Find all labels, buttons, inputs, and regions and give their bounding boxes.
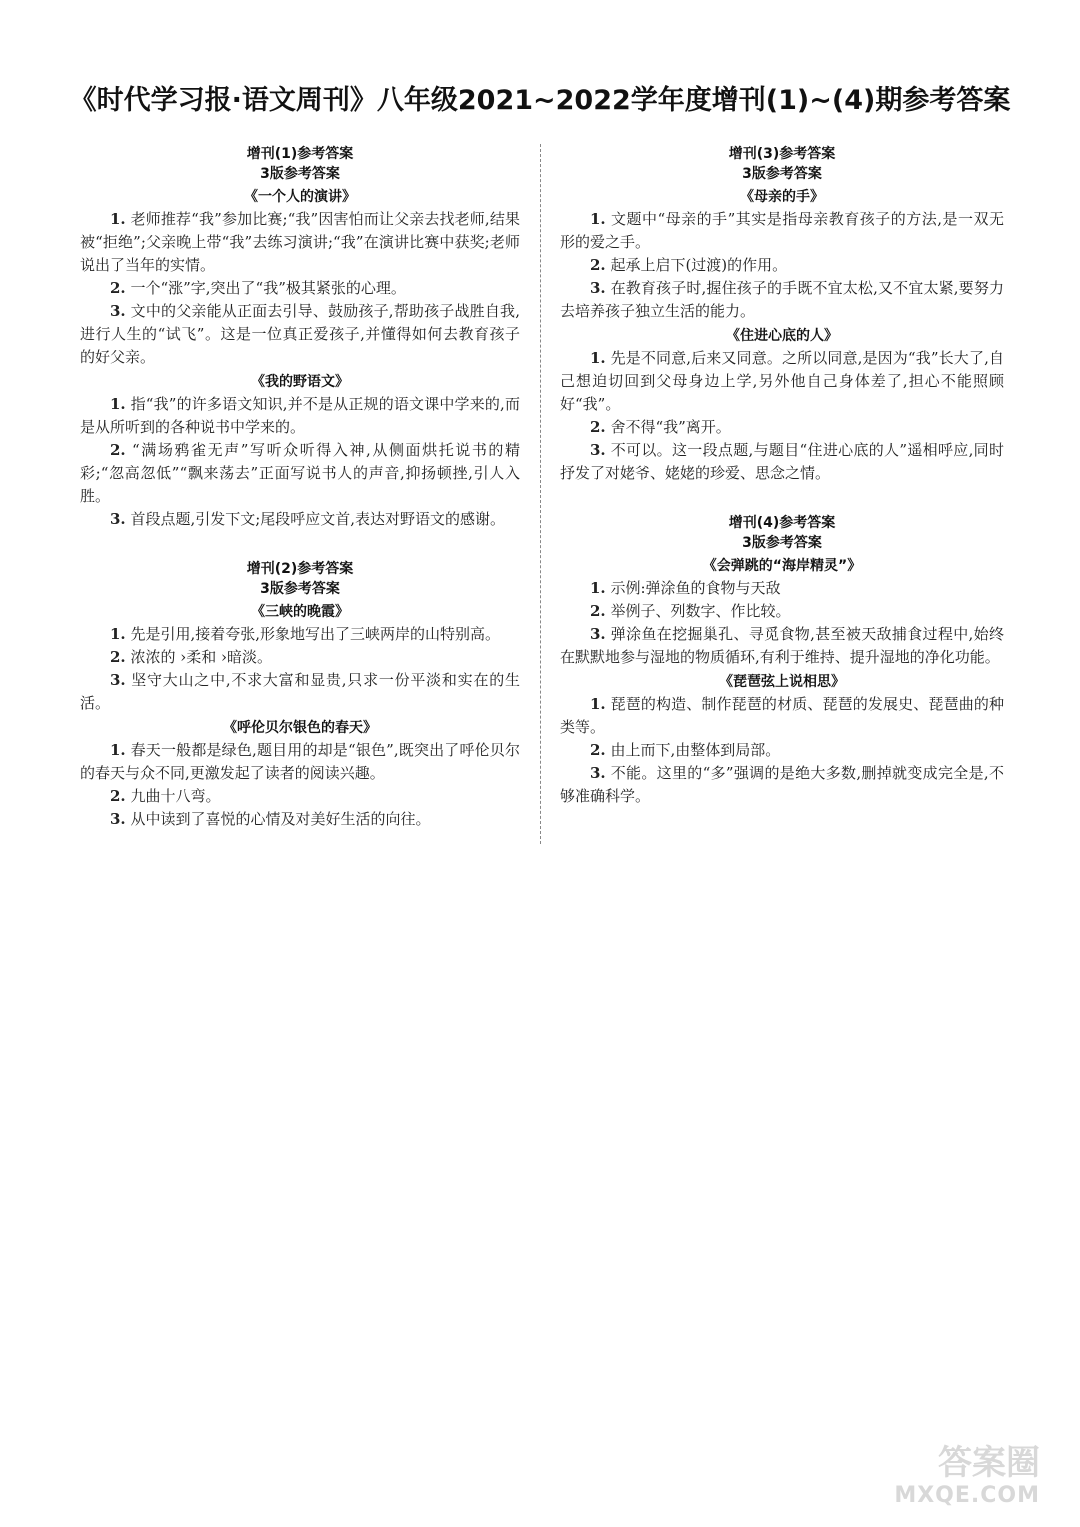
article-title: 《琵琶弦上说相思》 <box>719 674 845 690</box>
answer-number: 1. <box>110 625 126 643</box>
answer-number: 2. <box>590 256 606 274</box>
issue-header: 增刊(4)参考答案 <box>728 515 836 531</box>
answer-number: 1. <box>590 695 606 713</box>
answer-item <box>80 739 520 785</box>
right-column <box>560 144 1004 836</box>
answer-text: 文题中“母亲的手”其实是指母亲教育孩子的方法,是一双无形的爱之手。 <box>560 210 1005 251</box>
answer-item <box>80 508 520 531</box>
answer-text: 不可以。这一段点题,与题目“住进心底的人”遥相呼应,同时抒发了对姥爷、姥姥的珍爱、思念之情。 <box>560 441 1004 482</box>
answer-text: 先是引用,接着夸张,形象地写出了三峡两岸的山特别高。 <box>130 625 500 643</box>
answer-item <box>80 669 520 715</box>
answer-item <box>560 762 1004 808</box>
answer-number: 3. <box>110 302 126 320</box>
answer-item <box>80 808 520 831</box>
answer-text: 先是不同意,后来又同意。之所以同意,是因为“我”长大了,自己想迫切回到父母身边上学,另外他自己身体差了,担心不能照顾好“我”。 <box>560 349 1004 413</box>
issue-section <box>560 144 1004 485</box>
answer-text: 一个“涨”字,突出了“我”极其紧张的心理。 <box>130 279 406 297</box>
answer-number: 2. <box>110 787 126 805</box>
answer-item <box>560 347 1004 416</box>
answer-text: 弹涂鱼在挖掘巢孔、寻觅食物,甚至被天敌捕食过程中,始终在默默地参与湿地的物质循环,有利于维持、提升湿地的净化功能。 <box>560 625 1004 666</box>
answer-item <box>560 208 1004 254</box>
answer-text: 舍不得“我”离开。 <box>610 418 731 436</box>
answer-number: 2. <box>590 741 606 759</box>
answer-text: 文中的父亲能从正面去引导、鼓励孩子,帮助孩子战胜自我,进行人生的“试飞”。这是一位真正爱孩子,并懂得如何去教育孩子的好父亲。 <box>80 302 520 366</box>
answer-text: 起承上启下(过渡)的作用。 <box>610 256 788 274</box>
answer-number: 3. <box>590 279 606 297</box>
answer-number: 2. <box>110 441 126 459</box>
answer-item <box>560 623 1004 669</box>
answer-item <box>80 623 520 646</box>
issue-section <box>80 144 520 531</box>
answer-number: 1. <box>110 395 126 413</box>
answer-text: 首段点题,引发下文;尾段呼应文首,表达对野语文的感谢。 <box>130 510 506 528</box>
answer-text: 琵琶的构造、制作琵琶的材质、琵琶的发展史、琵琶曲的种类等。 <box>560 695 1004 736</box>
issue-section <box>80 559 520 831</box>
answer-text: 坚守大山之中,不求大富和显贵,只求一份平淡和实在的生活。 <box>80 671 520 712</box>
issue-section <box>560 513 1004 808</box>
answer-number: 3. <box>110 810 126 828</box>
left-column <box>80 144 520 859</box>
answer-number: 1. <box>110 210 126 228</box>
answer-number: 3. <box>110 510 126 528</box>
answer-text: 不能。这里的“多”强调的是绝大多数,删掉就变成完全是,不够准确科学。 <box>560 764 1004 805</box>
answer-text: 在教育孩子时,握住孩子的手既不宜太松,又不宜太紧,要努力去培养孩子独立生活的能力。 <box>560 279 1004 320</box>
answer-number: 2. <box>110 648 126 666</box>
article-title: 《呼伦贝尔银色的春天》 <box>223 720 377 736</box>
answer-item <box>80 393 520 439</box>
answer-text: “满场鸦雀无声”写听众听得入神,从侧面烘托说书的精彩;“忽高忽低”“飘来荡去”正面写说书人的声音,抑扬顿挫,引人入胜。 <box>80 441 520 505</box>
answer-number: 1. <box>590 579 606 597</box>
answer-text: 春天一般都是绿色,题目用的却是“银色”,既突出了呼伦贝尔的春天与众不同,更激发起了读者的阅读兴趣。 <box>80 741 520 782</box>
issue-header: 增刊(3)参考答案 <box>728 146 836 162</box>
article-title: 《一个人的演讲》 <box>244 189 356 205</box>
issue-subheader: 3版参考答案 <box>260 581 340 597</box>
answer-number: 2. <box>110 279 126 297</box>
answer-text: 从中读到了喜悦的心情及对美好生活的向往。 <box>130 810 431 828</box>
answer-item <box>80 785 520 808</box>
answer-number: 2. <box>590 602 606 620</box>
answer-item <box>560 277 1004 323</box>
answer-number: 3. <box>590 764 606 782</box>
answer-number: 1. <box>590 349 606 367</box>
answer-item <box>80 208 520 277</box>
answer-text: 九曲十八弯。 <box>130 787 221 805</box>
answer-item <box>80 646 520 669</box>
watermark-url: MXQE.COM <box>894 1483 1040 1508</box>
answer-item <box>80 439 520 508</box>
issue-subheader: 3版参考答案 <box>742 535 822 551</box>
article-title: 《我的野语文》 <box>251 374 349 390</box>
answer-item <box>560 577 1004 600</box>
issue-header: 增刊(1)参考答案 <box>246 146 354 162</box>
article-title: 《会弹跳的“海岸精灵”》 <box>702 558 862 574</box>
answer-item <box>560 416 1004 439</box>
article-title: 《住进心底的人》 <box>726 328 838 344</box>
watermark-text: 答案圈 <box>938 1443 1040 1483</box>
answer-number: 1. <box>590 210 606 228</box>
article-title: 《三峡的晚霞》 <box>251 604 349 620</box>
answer-number: 2. <box>590 418 606 436</box>
answer-item <box>80 277 520 300</box>
answer-text: 指“我”的许多语文知识,并不是从正规的语文课中学来的,而是从所听到的各种说书中学来的。 <box>80 395 520 436</box>
answer-text: 由上而下,由整体到局部。 <box>610 741 781 759</box>
answer-item <box>560 254 1004 277</box>
issue-header: 增刊(2)参考答案 <box>246 561 354 577</box>
answer-item <box>560 600 1004 623</box>
answer-text: 浓浓的 ›柔和 ›暗淡。 <box>130 648 272 666</box>
answer-item <box>560 439 1004 485</box>
answer-number: 3. <box>590 625 606 643</box>
watermark-logo <box>850 1443 1040 1513</box>
answer-number: 3. <box>110 671 126 689</box>
answer-item <box>560 739 1004 762</box>
answer-item <box>560 693 1004 739</box>
issue-subheader: 3版参考答案 <box>742 166 822 182</box>
answer-number: 3. <box>590 441 606 459</box>
answer-text: 老师推荐“我”参加比赛;“我”因害怕而让父亲去找老师,结果被“拒绝”;父亲晚上带“我”去练习演讲;“我”在演讲比赛中获奖;老师说出了当年的实情。 <box>80 210 520 274</box>
answer-text: 示例:弹涂鱼的食物与天敌 <box>610 579 781 597</box>
page-title: 《时代学习报·语文周刊》八年级2021~2022学年度增刊(1)~(4)期参考答案 <box>69 85 1011 116</box>
answer-item <box>80 300 520 369</box>
answer-text: 举例子、列数字、作比较。 <box>610 602 791 620</box>
article-title: 《母亲的手》 <box>740 189 824 205</box>
issue-subheader: 3版参考答案 <box>260 166 340 182</box>
column-divider <box>540 144 541 844</box>
answer-number: 1. <box>110 741 126 759</box>
